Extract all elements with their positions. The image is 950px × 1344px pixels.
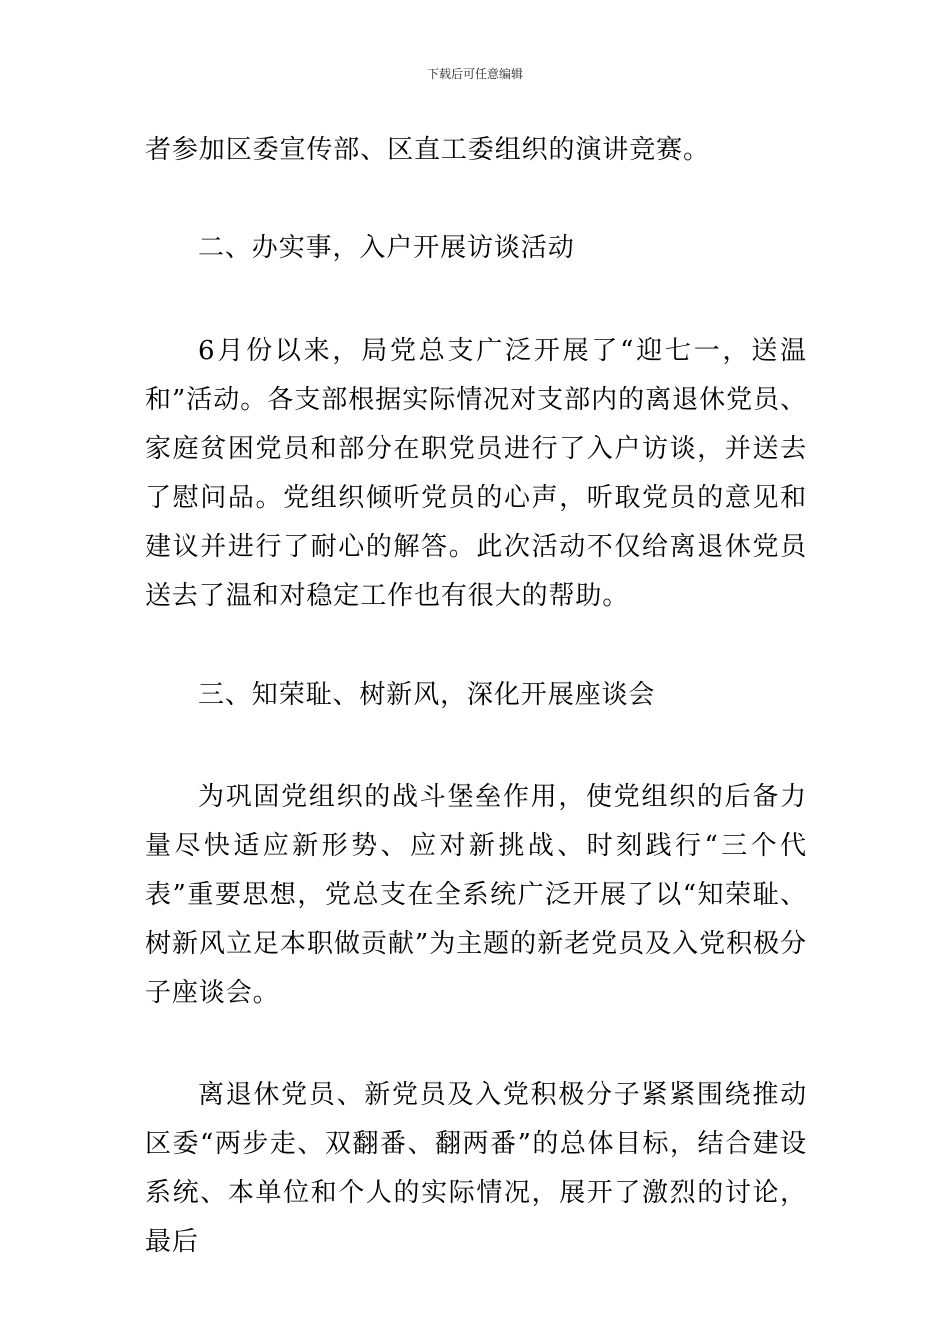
section-heading-3: 三、知荣耻、树新风，深化开展座谈会 bbox=[198, 680, 656, 710]
paragraph-symposium: 为巩固党组织的战斗堡垒作用，使党组织的后备力量尽快适应新形势、应对新挑战、时刻践行“三个代表”重要思想，党总支在全系统广泛开展了以“知荣耻、树新风立足本职做贡献”为主题的新老党员及入党积极分子座谈会。 bbox=[145, 782, 807, 1008]
paragraph-visits: 6月份以来，局党总支广泛开展了“迎七一，送温和”活动。各支部根据实际情况对支部内的离退休党员、家庭贫困党员和部分在职党员进行了入户访谈，并送去了慰问品。党组织倾听党员的心声，听取党员的意见和建议并进行了耐心的解答。此次活动不仅给离退休党员送去了温和对稳定工作也有很大的帮助。 bbox=[145, 336, 807, 611]
section-heading-2: 二、办实事，入户开展访谈活动 bbox=[198, 233, 575, 263]
header-note: 下载后可任意编辑 bbox=[426, 67, 523, 81]
paragraph-continuation: 者参加区委宣传部、区直工委组织的演讲竞赛。 bbox=[145, 135, 710, 165]
paragraph-discussion: 离退休党员、新党员及入党积极分子紧紧围绕推动区委“两步走、双翻番、翻两番”的总体目标，结合建设系统、本单位和个人的实际情况，展开了激烈的讨论，最后 bbox=[145, 1080, 807, 1257]
